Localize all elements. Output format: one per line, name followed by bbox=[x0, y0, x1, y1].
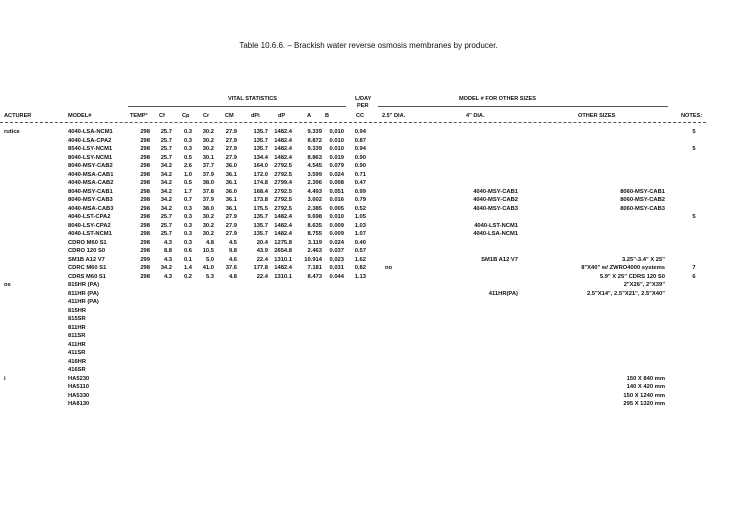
cell-dp: 1482.4 bbox=[274, 231, 292, 237]
cell-cr: 30.1 bbox=[202, 154, 214, 161]
table-row bbox=[0, 223, 737, 231]
cell-model: 811SR bbox=[68, 333, 86, 339]
cell-dpi: 135.7 bbox=[253, 222, 268, 229]
cell-other: 295 X 1320 mm bbox=[623, 401, 665, 407]
cell-dpi: 135.7 bbox=[253, 231, 268, 237]
cell-a: 2.463 bbox=[307, 248, 322, 254]
cell-cp: 0.3 bbox=[183, 205, 192, 212]
cell-temp: 299 bbox=[140, 256, 150, 263]
cell-model: CDRS M60 S1 bbox=[68, 273, 107, 280]
header-dia25: 2.5" DIA. bbox=[382, 113, 406, 119]
cell-temp: 298 bbox=[140, 137, 150, 144]
cell-cc: 0.90 bbox=[354, 163, 366, 169]
header-dpi: dPi bbox=[251, 113, 260, 119]
cell-dpi: 43.9 bbox=[256, 248, 268, 254]
cell-model: 4040-LST-NCM1 bbox=[68, 231, 112, 237]
cell-model: CDRC M60 S1 bbox=[68, 265, 107, 271]
cell-a: 10.914 bbox=[304, 256, 322, 263]
cell-cm: 4.5 bbox=[228, 239, 237, 246]
cell-model: 411HR (PA) bbox=[68, 299, 99, 305]
cell-temp: 298 bbox=[140, 188, 150, 195]
cell-temp: 298 bbox=[140, 248, 150, 254]
cell-d25: no bbox=[385, 265, 393, 271]
cell-notes: 5 bbox=[692, 129, 696, 135]
cell-temp: 298 bbox=[140, 239, 150, 246]
cell-a: 4.545 bbox=[307, 163, 322, 169]
header-cr: Cr bbox=[203, 113, 210, 119]
cell-cp: 0.6 bbox=[183, 248, 192, 254]
vital-statistics-rule bbox=[128, 106, 346, 107]
cell-cf: 34.2 bbox=[160, 265, 172, 271]
cell-dp: 1482.4 bbox=[274, 265, 292, 271]
cell-cp: 0.7 bbox=[183, 197, 192, 203]
cell-cf: 34.2 bbox=[160, 163, 172, 169]
cell-dp: 1275.8 bbox=[274, 239, 292, 246]
cell-other: 3.25"-3.4" X 25" bbox=[621, 256, 665, 263]
cell-cm: 36.1 bbox=[225, 197, 237, 203]
cell-a: 3.602 bbox=[307, 197, 322, 203]
cell-model: HA5230 bbox=[68, 375, 90, 382]
table-row bbox=[0, 138, 737, 146]
cell-a: 8.872 bbox=[307, 137, 322, 144]
table-row bbox=[0, 129, 737, 137]
cell-a: 9.698 bbox=[307, 214, 322, 220]
cell-cp: 0.3 bbox=[183, 222, 192, 229]
cell-b: 0.010 bbox=[329, 137, 344, 144]
cell-dpi: 134.4 bbox=[253, 154, 268, 161]
cell-cc: 0.52 bbox=[354, 205, 366, 212]
cell-cp: 1.7 bbox=[183, 188, 192, 195]
table-row bbox=[0, 146, 737, 154]
table-row bbox=[0, 384, 737, 392]
cell-a: 2.385 bbox=[307, 205, 322, 212]
cell-d4: 4040-MSY-CAB3 bbox=[473, 205, 518, 212]
cell-dpi: 20.4 bbox=[256, 239, 268, 246]
cell-cf: 34.2 bbox=[160, 180, 172, 186]
cell-dp: 2799.4 bbox=[274, 180, 292, 186]
table-row bbox=[0, 367, 737, 375]
cell-a: 8.755 bbox=[307, 231, 322, 237]
cell-cc: 1.13 bbox=[354, 273, 366, 280]
cell-cr: 38.0 bbox=[202, 180, 214, 186]
cell-a: 2.396 bbox=[307, 180, 322, 186]
cell-cc: 0.47 bbox=[354, 180, 366, 186]
cell-cf: 25.7 bbox=[160, 137, 172, 144]
cell-cc: 0.79 bbox=[354, 197, 366, 203]
cell-dpi: 22.4 bbox=[256, 256, 268, 263]
cell-a: 9.339 bbox=[307, 146, 322, 152]
cell-cm: 27.9 bbox=[225, 146, 237, 152]
header-model: MODEL# bbox=[68, 113, 92, 119]
cell-cf: 25.7 bbox=[160, 214, 172, 220]
table-row bbox=[0, 350, 737, 358]
cell-other: 140 X 420 mm bbox=[626, 384, 665, 390]
cell-notes: 6 bbox=[692, 273, 696, 280]
cell-b: 0.051 bbox=[329, 188, 344, 195]
cell-temp: 298 bbox=[140, 265, 150, 271]
cell-b: 0.079 bbox=[329, 163, 344, 169]
cell-model: 811HR (PA) bbox=[68, 290, 99, 297]
cell-cm: 27.9 bbox=[225, 129, 237, 135]
cell-temp: 298 bbox=[140, 273, 150, 280]
cell-model: 8040-MSY-CAB3 bbox=[68, 197, 113, 203]
table-row bbox=[0, 282, 737, 290]
cell-dpi: 173.8 bbox=[253, 197, 268, 203]
cell-model: CDRO 120 S0 bbox=[68, 248, 106, 254]
cell-model: 416SR bbox=[68, 367, 86, 373]
cell-dp: 1310.1 bbox=[274, 273, 292, 280]
cell-dp: 1482.4 bbox=[274, 154, 292, 161]
cell-model: 815SR bbox=[68, 316, 86, 322]
cell-cc: 0.82 bbox=[354, 265, 366, 271]
cell-cm: 27.9 bbox=[225, 231, 237, 237]
cell-other: 150 X 1240 mm bbox=[623, 392, 665, 399]
cell-a: 7.181 bbox=[307, 265, 322, 271]
cell-cc: 0.94 bbox=[354, 129, 366, 135]
cell-dp: 1482.4 bbox=[274, 137, 292, 144]
cell-other: 8060-MSY-CAB1 bbox=[620, 188, 665, 195]
cell-model: 8040-LSY-CPA2 bbox=[68, 222, 111, 229]
table-row bbox=[0, 248, 737, 256]
cell-other: 5.9" X 25" CDRS 120 S0 bbox=[599, 273, 665, 280]
cell-b: 0.019 bbox=[329, 154, 344, 161]
cell-cm: 4.8 bbox=[228, 273, 237, 280]
cell-b: 0.008 bbox=[329, 180, 344, 186]
cell-dpi: 135.7 bbox=[253, 146, 268, 152]
cell-model: 815HR bbox=[68, 307, 87, 314]
cell-cp: 0.5 bbox=[183, 154, 192, 161]
cell-cm: 9.8 bbox=[228, 248, 237, 254]
cell-d4: 4040-LSA-NCM1 bbox=[473, 231, 518, 237]
cell-man: rutice bbox=[4, 129, 20, 135]
cell-cc: 1.05 bbox=[354, 214, 366, 220]
cell-cp: 1.0 bbox=[183, 171, 192, 178]
cell-dpi: 177.8 bbox=[253, 265, 268, 271]
cell-cf: 34.2 bbox=[160, 205, 172, 212]
cell-a: 9.339 bbox=[307, 129, 322, 135]
cell-cp: 0.3 bbox=[183, 231, 192, 237]
cell-cf: 4.3 bbox=[163, 239, 172, 246]
cell-dp: 1482.4 bbox=[274, 222, 292, 229]
cell-other: 8060-MSY-CAB3 bbox=[620, 205, 665, 212]
cell-temp: 298 bbox=[140, 222, 150, 229]
cell-b: 0.024 bbox=[329, 239, 344, 246]
cell-cc: 1.07 bbox=[354, 231, 366, 237]
cell-cr: 30.2 bbox=[202, 137, 214, 144]
cell-cr: 5.3 bbox=[205, 273, 214, 280]
table-row bbox=[0, 257, 737, 265]
cell-model: 8040-MSY-CAB2 bbox=[68, 163, 113, 169]
cell-model: 4040-LSA-CPA2 bbox=[68, 137, 112, 144]
header-a: A bbox=[307, 113, 312, 119]
cell-model: HA5110 bbox=[68, 384, 89, 390]
table-row bbox=[0, 206, 737, 214]
cell-cp: 0.3 bbox=[183, 137, 192, 144]
cell-dp: 2792.5 bbox=[274, 197, 292, 203]
cell-dp: 2654.8 bbox=[274, 248, 292, 254]
cell-temp: 298 bbox=[140, 231, 150, 237]
cell-b: 0.024 bbox=[329, 171, 344, 178]
cell-dp: 1482.4 bbox=[274, 129, 292, 135]
cell-temp: 298 bbox=[140, 197, 150, 203]
cell-other: 8060-MSY-CAB2 bbox=[620, 197, 665, 203]
header-per: PER bbox=[357, 103, 369, 109]
cell-cm: 36.1 bbox=[225, 205, 237, 212]
cell-cm: 27.9 bbox=[225, 154, 237, 161]
table-row bbox=[0, 308, 737, 316]
cell-model: 8040-LSY-NCM1 bbox=[68, 154, 113, 161]
cell-cc: 0.99 bbox=[354, 188, 366, 195]
cell-cm: 27.9 bbox=[225, 214, 237, 220]
cell-other: 2"X26", 2"X39" bbox=[623, 282, 665, 288]
cell-cr: 30.2 bbox=[202, 214, 214, 220]
cell-man: i bbox=[4, 375, 6, 382]
cell-cf: 25.7 bbox=[160, 146, 172, 152]
cell-cc: 1.62 bbox=[354, 256, 366, 263]
cell-model: SM1B A12 V7 bbox=[68, 256, 105, 263]
cell-cp: 0.3 bbox=[183, 214, 192, 220]
cell-dpi: 175.5 bbox=[253, 205, 268, 212]
header-model-other-sizes: MODEL # FOR OTHER SIZES bbox=[459, 96, 536, 102]
table-row bbox=[0, 197, 737, 205]
cell-b: 0.023 bbox=[329, 256, 344, 263]
table-row bbox=[0, 325, 737, 333]
cell-b: 0.010 bbox=[329, 129, 344, 135]
table-row bbox=[0, 265, 737, 273]
table-row bbox=[0, 180, 737, 188]
table-row bbox=[0, 299, 737, 307]
cell-other: 2.5"X14", 2.5"X21", 2.5"X40" bbox=[586, 290, 665, 297]
cell-cf: 4.3 bbox=[163, 273, 172, 280]
header-cp: Cp bbox=[182, 113, 190, 119]
cell-cc: 0.94 bbox=[354, 146, 366, 152]
cell-model: 4040-MSA-CAB2 bbox=[68, 180, 114, 186]
cell-cc: 0.90 bbox=[354, 154, 366, 161]
cell-cc: 0.71 bbox=[354, 171, 366, 178]
cell-cr: 4.8 bbox=[205, 239, 214, 246]
cell-dp: 1482.4 bbox=[274, 146, 292, 152]
table-row bbox=[0, 401, 737, 409]
table-row bbox=[0, 359, 737, 367]
table-title: Table 10.6.6. – Brackish water reverse osmosis membranes by producer. bbox=[239, 41, 498, 50]
cell-a: 8.635 bbox=[307, 222, 322, 229]
cell-d4: 411HR(PA) bbox=[488, 290, 518, 297]
cell-dp: 2792.5 bbox=[274, 205, 292, 212]
table-row bbox=[0, 240, 737, 248]
header-cc: CC bbox=[356, 113, 365, 119]
cell-cc: 1.03 bbox=[354, 222, 366, 229]
cell-temp: 298 bbox=[140, 180, 150, 186]
cell-model: HA8130 bbox=[68, 401, 90, 407]
cell-other: 8"X40" w/ ZWRO4000 systems bbox=[581, 265, 665, 271]
cell-dpi: 135.7 bbox=[253, 137, 268, 144]
cell-cf: 25.7 bbox=[160, 231, 172, 237]
cell-cr: 41.0 bbox=[202, 265, 214, 271]
cell-dpi: 135.7 bbox=[253, 129, 268, 135]
cell-temp: 298 bbox=[140, 146, 150, 152]
cell-cm: 36.0 bbox=[225, 188, 237, 195]
cell-dpi: 22.4 bbox=[256, 273, 268, 280]
cell-cp: 0.3 bbox=[183, 146, 192, 152]
cell-notes: 5 bbox=[692, 214, 696, 220]
cell-cf: 4.3 bbox=[163, 256, 172, 263]
cell-model: HA5330 bbox=[68, 392, 90, 399]
cell-b: 0.037 bbox=[329, 248, 344, 254]
cell-cf: 34.2 bbox=[160, 197, 172, 203]
cell-model: 411HR bbox=[68, 341, 86, 348]
cell-other: 150 X 840 mm bbox=[626, 375, 665, 382]
cell-notes: 7 bbox=[692, 265, 696, 271]
cell-d4: 4040-MSY-CAB1 bbox=[473, 188, 518, 195]
cell-cm: 37.6 bbox=[225, 265, 237, 271]
cell-cr: 30.2 bbox=[202, 129, 214, 135]
cell-cm: 27.9 bbox=[225, 222, 237, 229]
table-row bbox=[0, 316, 737, 324]
cell-cr: 30.2 bbox=[202, 222, 214, 229]
cell-b: 0.016 bbox=[329, 197, 344, 203]
cell-cp: 0.2 bbox=[183, 273, 192, 280]
table-row bbox=[0, 163, 737, 171]
header-notes: NOTES: bbox=[681, 113, 703, 119]
cell-dpi: 164.0 bbox=[253, 163, 268, 169]
cell-cf: 34.2 bbox=[160, 171, 172, 178]
cell-b: 0.005 bbox=[329, 205, 344, 212]
cell-dp: 1310.1 bbox=[274, 256, 292, 263]
table-row bbox=[0, 274, 737, 282]
cell-cm: 36.0 bbox=[225, 163, 237, 169]
cell-cr: 37.8 bbox=[202, 188, 214, 195]
cell-model: 4040-LSA-NCM1 bbox=[68, 129, 113, 135]
cell-model: 8040-MSY-CAB1 bbox=[68, 188, 113, 195]
other-sizes-rule bbox=[378, 106, 668, 107]
table-row bbox=[0, 333, 737, 341]
cell-cm: 4.6 bbox=[228, 256, 237, 263]
cell-dp: 1482.4 bbox=[274, 214, 292, 220]
cell-a: 8.473 bbox=[307, 273, 322, 280]
cell-cr: 38.0 bbox=[202, 205, 214, 212]
cell-cf: 8.8 bbox=[163, 248, 172, 254]
cell-model: 4040-LST-CPA2 bbox=[68, 214, 111, 220]
table-row bbox=[0, 172, 737, 180]
cell-a: 4.493 bbox=[307, 188, 322, 195]
cell-cm: 36.1 bbox=[225, 180, 237, 186]
header-b: B bbox=[325, 113, 330, 119]
table-row bbox=[0, 189, 737, 197]
table-row bbox=[0, 393, 737, 401]
cell-dp: 2792.5 bbox=[274, 171, 292, 178]
cell-cr: 37.9 bbox=[202, 171, 214, 178]
cell-temp: 298 bbox=[140, 205, 150, 212]
cell-dp: 2792.5 bbox=[274, 188, 292, 195]
table-row bbox=[0, 231, 737, 239]
cell-dpi: 174.8 bbox=[253, 180, 268, 186]
cell-temp: 298 bbox=[140, 154, 150, 161]
table-row bbox=[0, 376, 737, 384]
cell-model: 416HR bbox=[68, 358, 87, 365]
cell-cr: 37.7 bbox=[202, 163, 214, 169]
cell-model: 815HR (PA) bbox=[68, 282, 100, 288]
cell-b: 0.031 bbox=[329, 265, 344, 271]
cell-model: 411SR bbox=[68, 350, 86, 356]
cell-model: 811HR bbox=[68, 324, 86, 331]
cell-temp: 298 bbox=[140, 214, 150, 220]
header-rule bbox=[0, 122, 706, 123]
cell-cf: 25.7 bbox=[160, 154, 172, 161]
cell-d4: 4040-LST-NCM1 bbox=[474, 222, 518, 229]
cell-b: 0.010 bbox=[329, 146, 344, 152]
table-row bbox=[0, 291, 737, 299]
cell-cf: 34.2 bbox=[160, 188, 172, 195]
cell-a: 3.119 bbox=[307, 239, 322, 246]
cell-b: 0.009 bbox=[329, 222, 344, 229]
cell-cp: 1.4 bbox=[183, 265, 192, 271]
cell-cc: 0.40 bbox=[354, 239, 366, 246]
cell-model: CDRO M60 S1 bbox=[68, 239, 107, 246]
cell-b: 0.010 bbox=[329, 214, 344, 220]
cell-cr: 30.2 bbox=[202, 146, 214, 152]
cell-model: 4040-MSA-CAB3 bbox=[68, 205, 114, 212]
cell-dp: 2792.5 bbox=[274, 163, 292, 169]
header-dia4: 4" DIA. bbox=[466, 113, 485, 119]
cell-cc: 0.87 bbox=[354, 137, 366, 144]
header-cf: Cf bbox=[159, 113, 165, 119]
cell-dpi: 135.7 bbox=[253, 214, 268, 220]
cell-cf: 25.7 bbox=[160, 222, 172, 229]
table-row bbox=[0, 342, 737, 350]
cell-a: 8.863 bbox=[307, 154, 322, 161]
cell-model: 4040-MSA-CAB1 bbox=[68, 171, 114, 178]
cell-man: os bbox=[4, 282, 11, 288]
cell-temp: 298 bbox=[140, 129, 150, 135]
cell-a: 3.599 bbox=[307, 171, 322, 178]
cell-notes: 5 bbox=[692, 146, 696, 152]
cell-dpi: 168.4 bbox=[253, 188, 268, 195]
header-vital-statistics: VITAL STATISTICS bbox=[228, 96, 277, 102]
cell-cr: 37.9 bbox=[202, 197, 214, 203]
cell-b: 0.044 bbox=[329, 273, 344, 280]
cell-cm: 27.9 bbox=[225, 137, 237, 144]
cell-d4: 4040-MSY-CAB2 bbox=[473, 197, 518, 203]
header-temp: TEMP° bbox=[130, 113, 148, 119]
cell-cp: 0.1 bbox=[183, 256, 192, 263]
cell-d4: SM1B A12 V7 bbox=[481, 256, 518, 263]
cell-temp: 298 bbox=[140, 163, 150, 169]
cell-cp: 0.3 bbox=[183, 239, 192, 246]
header-other-sizes: OTHER SIZES bbox=[578, 113, 616, 119]
cell-temp: 298 bbox=[140, 171, 150, 178]
header-lday: L/DAY bbox=[355, 96, 372, 102]
table-row bbox=[0, 155, 737, 163]
cell-cf: 25.7 bbox=[160, 129, 172, 135]
cell-b: 0.009 bbox=[329, 231, 344, 237]
table-row bbox=[0, 214, 737, 222]
header-cm: CM bbox=[225, 113, 234, 119]
cell-cp: 2.6 bbox=[183, 163, 192, 169]
cell-model: 8540-LSY-NCM1 bbox=[68, 146, 113, 152]
cell-dpi: 172.0 bbox=[253, 171, 268, 178]
cell-cp: 0.3 bbox=[183, 129, 192, 135]
cell-cm: 36.1 bbox=[225, 171, 237, 178]
cell-cp: 0.5 bbox=[183, 180, 192, 186]
header-dp: dP bbox=[278, 113, 286, 119]
cell-cc: 0.57 bbox=[354, 248, 366, 254]
header-manufacturer: ACTURER bbox=[4, 113, 32, 119]
cell-cr: 5.0 bbox=[205, 256, 214, 263]
cell-cr: 10.5 bbox=[202, 248, 214, 254]
cell-cr: 30.2 bbox=[202, 231, 214, 237]
